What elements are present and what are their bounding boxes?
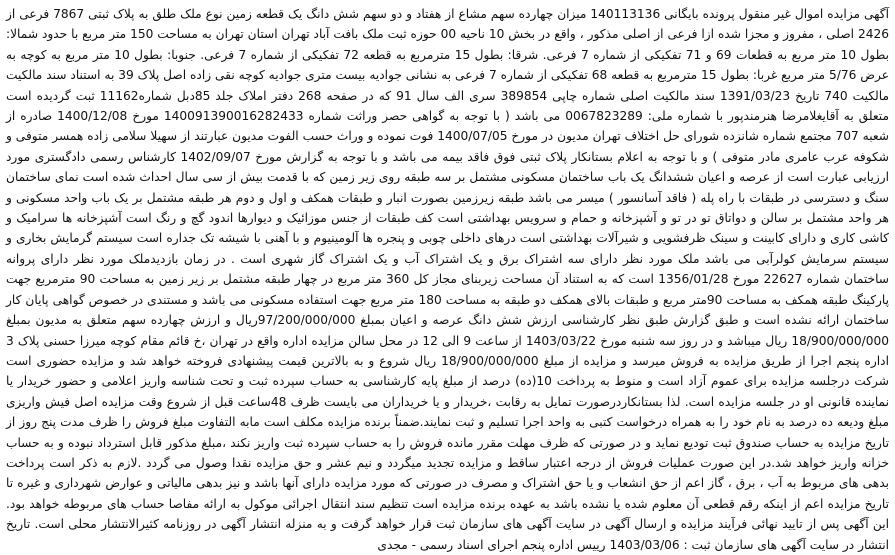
notice-body-text: آگهی مزایده اموال غیر منقول پرونده بایگانی 140113136 میزان چهارده سهم مشاع از هفتاد و دو سهم شش دانگ یک قطعه زمین نوع ملک طلق به پلاک ثبتی 7867 فرعی از 2426 اصلی ، مفروز و مجزا شده ازا فرعی از اصلی مذکور ، واقع در بخش 10 ناحیه 00 حوزه ثبت ملک بافت آباد تهران استان تهران به مساحت 150 متر مربع با حدود شمالا: بطول 10 متر مربع به قطعات 69 و 71 تفکیکی از شماره 7 فرعی. شرقا: بطول 15 مترمربع به قطعه 72 تفکیکی از شماره 7 فرعی. جنوبا: بطول 10 متر مربع به کوچه به عرض 5/76 متر مربع غربا: بطول 15 مترمربع به قطعه 68 تفکیکی از شماره 7 فرعی به نشانی جوادیه بیست متری جوادیه کوچه نقی زاده اصل پلاک 39 به استناد سند مالکیت مالکیت 740 تاریخ 1391/03/23 سند مالکیت اصلی شماره چاپی 389854 سری الف سال 91 که در صفحه 268 دفتر املاک جلد 85دبل شماره11162 ثبت گردیده است متعلق به آقایغلامرضا هنرمندپور با شماره ملی: 0067823289 می باشد ( با توجه به گواهی حصر وراثت شماره 140091390016282433 مورخ 1400/12/08 صادره از شعبه 707 مجتمع شماره شانزده شورای حل اختلاف تهران مدیون در مورخ 1400/07/05 فوت نموده و وراث حسب الفوت مدیون عبارتند از سهیلا سلامی زاده همسر متوفی و شکوفه عرب عامری مادر متوفی ) و با توجه به اعلام بستانکار پلاک ثبتی فوق فاقد بیمه می باشد و با توجه به گزارش مورخ 1402/09/07 کارشناس رسمی دادگستری مورد ارزیابی عبارت است از عرصه و اعیان ششدانگ یک باب ساختمان مسکونی مشتمل بر سه طبقه روی زیر زمین که با قدمت بیش از سی سال احداث شده است نمای ساختمان سنگ و دسترسی در طبقات با راه پله ( فاقد آسانسور ) میسر می باشد طبقه زیرزمین بصورت انبار و طبقات همکف و اول و دوم هر طبقه مشتمل بر یک باب واحد مسکونی و هر واحد مشتمل بر سالن و دواتاق تو در تو و آشپزخانه و حمام و سرویس بهداشتی است کف طبقات از جنس موزائیک و دیوارها اندود گچ و رنگ است آشپزخانه ها سرامیک و کاشی کاری و دارای کابینت و سینک ظرفشویی و شیرآلات بهداشتی است درهای داخلی چوبی و پنجره ها آلومینیوم و با آهنی با شیشه تک جداره است سیستم گرمایش بخاری و سیستم سرمایش کولرآبی می باشد ملک مورد نظر دارای سه اشتراک برق و یک اشتراک آب و یک اشتراک گاز شهری است . در زمان بازدیدملک مورد نظر دارای پروانه ساختمان شماره 22627 مورخ 1356/01/28 است که به استناد آن مساحت زیربنای مجاز کل 360 متر مربع در چهار طبقه مشتمل بر زیر زمین به مساحت 90 مترمربع جهت پارکینگ طبقه همکف به مساحت 90متر مربع و طبقات بالای همکف دو طبقه به مساحت 180 متر مربع جهت استفاده مسکونی می باشد و مستندی در خصوص گواهی پایان کار ساختمان ارائه نشده است و طبق گزارش طبق نظر کارشناسی ارزش شش دانگ عرصه و اعیان بمبلغ 97/200/000/000ریال و ارزش چهارده سهم متعلق به مدیون بمبلغ 18/900/000/000 ریال میباشد و در روز سه شنبه مورخ 1403/03/22 از ساعت 9 الی 12 در محل سالن مزایده اداره واقع در تهران ،خ قائم مقام کوچه میرزا حسنی پلاک 3 اداره پنجم اجرا از طریق مزایده به فروش میرسد و مزایده از مبلغ 18/900/000/000 ریال شروع و به بالاترین قیمت پیشنهادی فروخته خواهد شد و مزایده حضوری است شرکت درجلسه مزایده برای عموم آزاد است و منوط به پرداخت 10(ده) درصد از مبلغ پایه کارشناسی به حساب سپرده ثبت و تحت شناسه واریز اعلامی و حضور خریدار یا نماینده قانونی او در جلسه مزایده است. لذا بستانکاردرصورت تمایل به رقابت ،خریدار و یا خریداران می بایست ظرف 48ساعت قبل از شروع وقت مزایده اصل فیش واریزی مبلغ ودیعه ده درصد به نام خود را به همراه درخواست کتبی به واحد اجرا تسلیم و ثبت نمایند.ضمناً برنده مزایده مکلف است مابه التفاوت مبلغ فروش را ظرف مدت پنج روز از تاریخ مزایده به حساب صندوق ثبت تودیع نماید و در صورتی که ظرف مهلت مقرر مانده فروش را به حساب سپرده ثبت واریز نکند ،مبلغ مذکور قابل استرداد نبوده و به حساب خزانه واریز خواهد شد.در این صورت عملیات فروش از درجه اعتبار ساقط و مزایده تجدید میگردد و نیم عشر و حق مزایده نقدا وصول می گردد .لازم به ذکر است پرداخت بدهی های مربوط به آب ، برق ، گاز اعم از حق انشعاب و یا حق اشتراک و مصرف در صورتی که مورد مزایده دارای آنها باشد و نیز بدهی مالیاتی و عوارض شهرداری و غیره تا تاریخ مزایده اعم از اینکه رقم قطعی آن معلوم شده یا نشده باشد به عهده برنده مزایده است تنظیم سند انتقال اجرائی موکول به ارائه مفاصا حساب های مربوطه خواهد بود. این آگهی پس از تایید نهائی فرآیند مزایده و ارسال آگهی در سایت آگهی های سازمان ثبت قرار خواهد گرفت و به منزله انتشار آگهی در روزنامه کثیرالانتشار محلی است. تاریخ انتشار در سایت آگهی های سازمان ثبت : 1403/03/06 رییس اداره پنجم اجرای اسناد رسمی - مجدی bbox=[6, 7, 890, 552]
